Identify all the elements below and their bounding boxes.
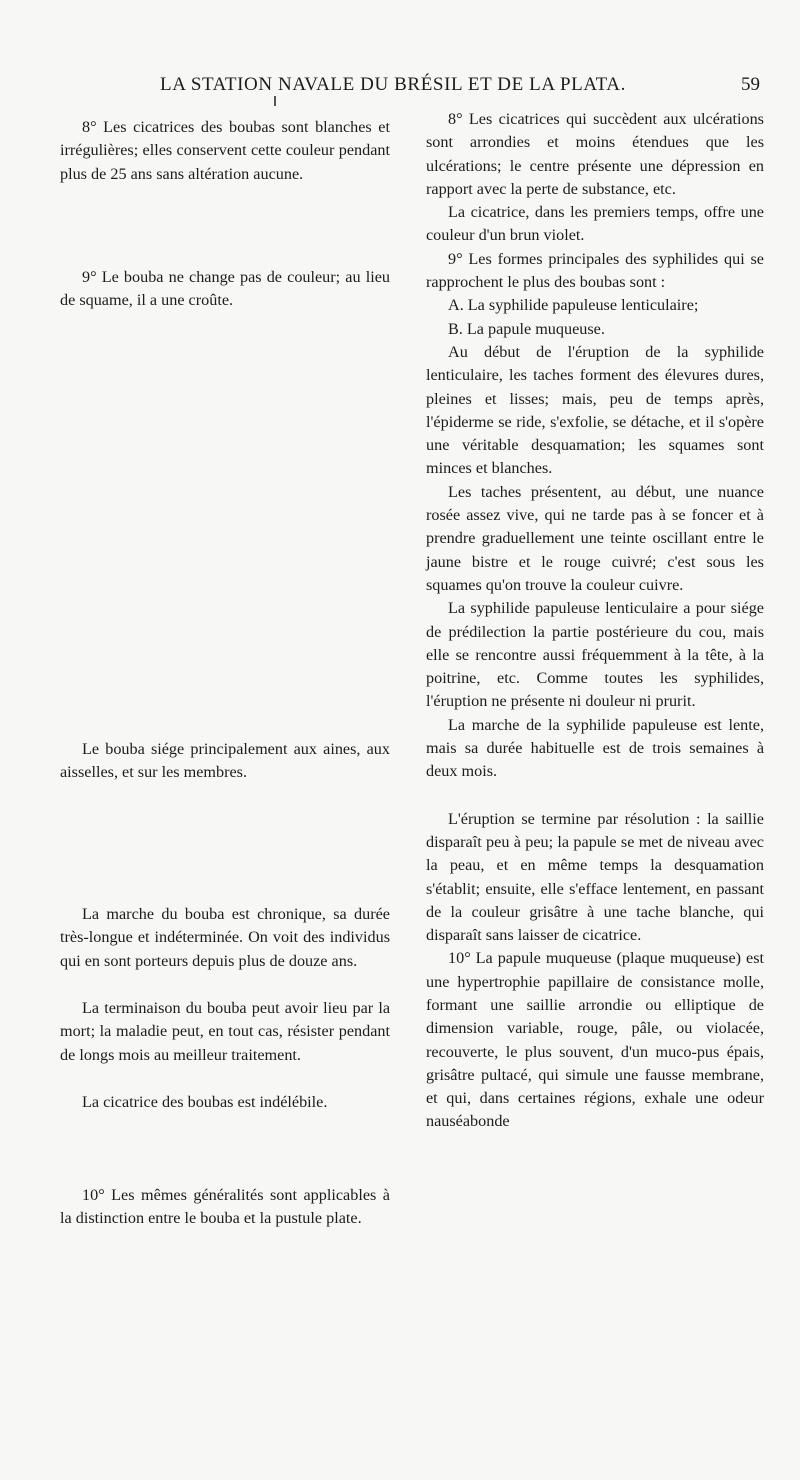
paragraph: 9° Les formes principales des syphilides qui se rapprochent le plus des boubas sont :: [426, 249, 764, 292]
spacer: [426, 784, 764, 808]
page-number: 59: [741, 74, 760, 95]
paragraph: La syphilide papuleuse lenticulaire a pour siége de prédilection la partie postérieure du cou, mais elle se rencontre aussi fréquemment à la tête, à la poitrine, etc. Comme toutes les syphilides, l'éruption ne présente ni douleur ni prurit.: [426, 599, 764, 711]
paragraph: L'éruption se termine par résolution : la saillie disparaît peu à peu; la papule se met de niveau avec la peau, et en même temps la desquamation s'établit; ensuite, elle s'efface lentement, en passant de la couleur grisâtre à une tache blanche, qui disparaît sans laisser de cicatrice.: [426, 809, 764, 945]
paragraph: 10° Les mêmes généralités sont applicables à la distinction entre le bouba et la pustule plate.: [60, 1186, 390, 1228]
list-item: A. La syphilide papuleuse lenticulaire;: [448, 296, 699, 315]
paragraph: Au début de l'éruption de la syphilide lenticulaire, les taches forment des élevures dures, pleines et lisses; mais, peu de temps après, l'épiderme se ride, s'exfolie, se détache, et il s'opère une véritable desquamation; les squames sont minces et blanches.: [426, 342, 764, 478]
paragraph: La cicatrice des boubas est indélébile.: [82, 1093, 328, 1111]
right-column: [426, 108, 764, 1134]
paragraph: Le bouba siége principalement aux aines, aux aisselles, et sur les membres.: [60, 740, 390, 782]
paragraph: 8° Les cicatrices qui succèdent aux ulcérations sont arrondies et moins étendues que les ulcérations; le centre présente une dépression en rapport avec la perte de substance, etc.: [426, 110, 764, 198]
printer-mark: [274, 96, 276, 106]
page-header: [60, 74, 760, 102]
running-title: LA STATION NAVALE DU BRÉSIL ET DE LA PLATA.: [160, 74, 626, 95]
paragraph: La cicatrice, dans les premiers temps, offre une couleur d'un brun violet.: [426, 203, 764, 245]
list-item: B. La papule muqueuse.: [448, 319, 605, 338]
paragraph: La terminaison du bouba peut avoir lieu par la mort; la maladie peut, en tout cas, résister pendant de longs mois au meilleur traitement.: [60, 999, 390, 1064]
paragraph: La marche du bouba est chronique, sa durée très-longue et indéterminée. On voit des individus qui en sont porteurs depuis plus de douze ans.: [60, 905, 390, 970]
paragraph: Les taches présentent, au début, une nuance rosée assez vive, qui ne tarde pas à se foncer et à prendre graduellement une teinte oscillant entre le jaune bistre et le rouge cuivré; c'est sous les squames qu'on trouve la couleur cuivre.: [426, 482, 764, 594]
paragraph: 10° La papule muqueuse (plaque muqueuse) est une hypertrophie papillaire de consistance molle, formant une saillie arrondie ou elliptique de dimension variable, rouge, pâle, ou violacée, recouverte, le plus souvent, d'un muco-pus épais, grisâtre pultacé, qui simule une fausse membrane, et qui, dans certaines régions, exhale une odeur nauséabonde: [426, 949, 764, 1131]
paragraph: 8° Les cicatrices des boubas sont blanches et irrégulières; elles conservent cette couleur pendant plus de 25 ans sans altération aucune.: [60, 118, 390, 183]
paragraph: 9° Le bouba ne change pas de couleur; au lieu de squame, il a une croûte.: [60, 268, 390, 310]
paragraph: La marche de la syphilide papuleuse est lente, mais sa durée habituelle est de trois semaines à deux mois.: [426, 715, 764, 781]
